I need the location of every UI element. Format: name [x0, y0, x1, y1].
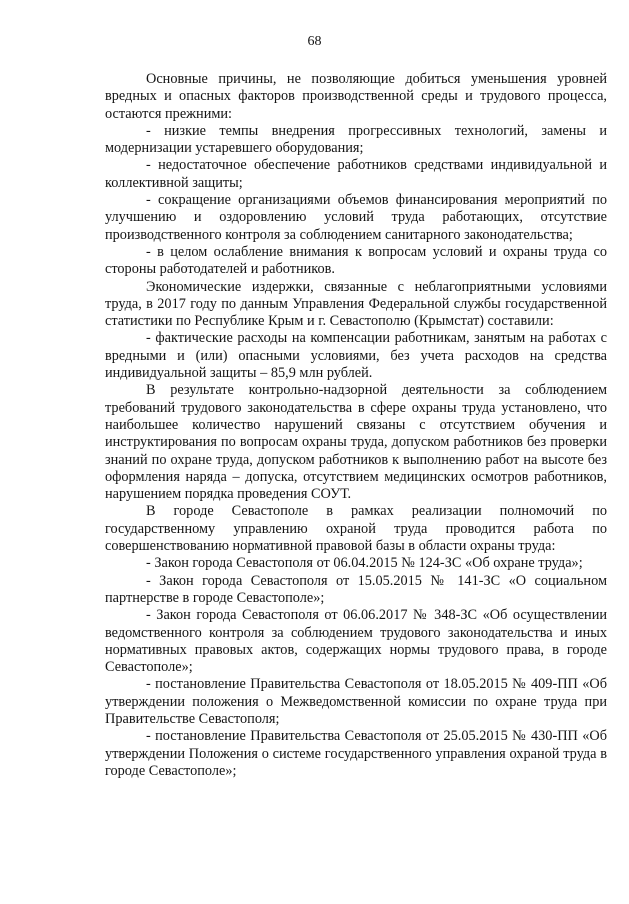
- paragraph-economic-costs: Экономические издержки, связанные с неблагоприятными условиями труда, в 2017 году по данным Управления Федеральной службы государственной статистики по Республике Крым и г. Севастополю (Крымстат) составили:: [105, 278, 607, 330]
- paragraph-main-reasons: Основные причины, не позволяющие добиться уменьшения уровней вредных и опасных факторов производственной среды и трудового процесса, остаются прежними:: [105, 71, 607, 122]
- list-item-law-348: - Закон города Севастополя от 06.06.2017 № 348-ЗС «Об осуществлении ведомственного контроля за соблюдением трудового законодательства и иных нормативных правовых актов, содержащих нормы трудового права, в городе Севастополе»;: [105, 607, 607, 676]
- list-item-weakened-attention: - в целом ослабление внимания к вопросам условий и охраны труда со стороны работодателей и работников.: [105, 243, 607, 278]
- page-number: 68: [307, 34, 322, 49]
- list-item-low-technology: - низкие темпы внедрения прогрессивных технологий, замены и модернизации устаревшего оборудования;: [105, 122, 607, 157]
- list-item-funding-cuts: - сокращение организациями объемов финансирования мероприятий по улучшению и оздоровлению условий труда работающих, отсутствие производственного контроля за соблюдением санитарного законодательства;: [105, 192, 607, 243]
- paragraph-sevastopol-regulation: В городе Севастополе в рамках реализации полномочий по государственному управлению охраной труда проводится работа по совершенствованию нормативной правовой базы в области охраны труда:: [105, 503, 607, 555]
- list-item-actual-expenses: - фактические расходы на компенсации работникам, занятым на работах с вредными и (или) опасными условиями, без учета расходов на средства индивидуальной защиты – 85,9 млн рублей.: [105, 330, 607, 382]
- list-item-resolution-409: - постановление Правительства Севастополя от 18.05.2015 № 409-ПП «Об утверждении положения о Межведомственной комиссии по охране труда при Правительстве Севастополя;: [105, 676, 607, 727]
- paragraph-inspection-results: В результате контрольно-надзорной деятельности за соблюдением требований трудового законодательства в сфере охраны труда установлено, что наибольшее количество нарушений связаны с отсутствием обучения и инструктирования по вопросам охраны труда, допуском работников без проверки знаний по охране труда, допуском работников к выполнению работ на высоте без оформления наряда – допуска, отсутствием медицинских осмотров работников, нарушением порядка проведения СОУТ.: [105, 382, 607, 503]
- list-item-law-124: - Закон города Севастополя от 06.04.2015 № 124-ЗС «Об охране труда»;: [146, 555, 583, 572]
- document-body: [105, 71, 607, 780]
- list-item-law-141: - Закон города Севастополя от 15.05.2015 № 141-ЗС «О социальном партнерстве в городе Севастополе»;: [105, 572, 607, 606]
- list-item-resolution-430: - постановление Правительства Севастополя от 25.05.2015 № 430-ПП «Об утверждении Положения о системе государственного управления охраной труда в городе Севастополе»;: [105, 728, 607, 779]
- list-item-protection-means: - недостаточное обеспечение работников средствами индивидуальной и коллективной защиты;: [105, 157, 607, 191]
